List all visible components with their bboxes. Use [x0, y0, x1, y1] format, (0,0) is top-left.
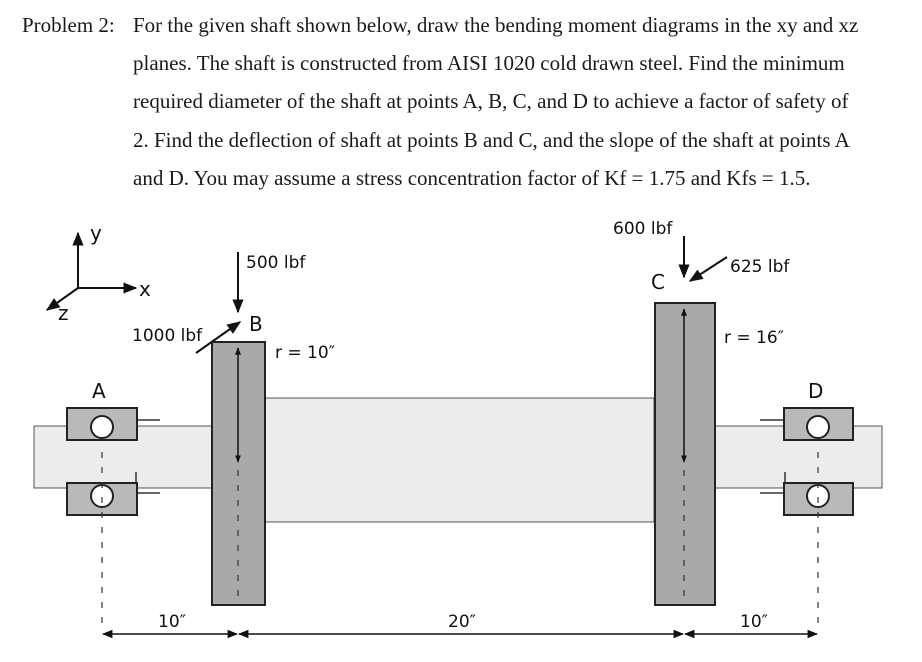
load-c-vertical-label: 600 lbf: [613, 219, 673, 239]
load-c-axial-arrow: [690, 257, 727, 281]
load-c-axial-label: 625 lbf: [730, 257, 790, 277]
gear-c-body: [655, 303, 715, 605]
problem-line-2: planes. The shaft is constructed from AISI 1020 cold drawn steel. Find the minimum: [133, 51, 845, 75]
bearing-a-bottom-ball: [91, 485, 113, 507]
shaft-large-section: [262, 398, 654, 522]
load-b-axial-label: 1000 lbf: [132, 326, 203, 346]
bearing-a-top-ball: [91, 416, 113, 438]
point-b-label: B: [249, 312, 263, 336]
radius-c-label: r = 16″: [724, 328, 785, 348]
dimension-cd-label: 10″: [740, 612, 768, 632]
shaft: [34, 398, 882, 522]
gear-c: [655, 303, 715, 605]
radius-b-label: r = 10″: [275, 343, 336, 363]
problem-line-4: 2. Find the deflection of shaft at points B and C, and the slope of the shaft at points A: [133, 128, 850, 152]
load-b-vertical-label: 500 lbf: [246, 253, 306, 273]
bearing-d-top-ball: [807, 416, 829, 438]
problem-line-1: For the given shaft shown below, draw the bending moment diagrams in the xy and xz: [133, 13, 859, 37]
point-d-label: D: [808, 379, 824, 403]
gear-b: [212, 342, 265, 605]
problem-label: Problem 2:: [22, 13, 115, 37]
x-axis-label: x: [139, 277, 151, 301]
problem-line-3: required diameter of the shaft at points A, B, C, and D to achieve a factor of safety of: [133, 89, 849, 113]
dimension-bc-label: 20″: [448, 612, 476, 632]
dimension-ab-label: 10″: [158, 612, 186, 632]
point-a-label: A: [92, 379, 106, 403]
coordinate-axes: [47, 221, 151, 325]
dimension-line: [103, 612, 817, 634]
y-axis-label: y: [90, 221, 102, 245]
problem-line-5: and D. You may assume a stress concentration factor of Kf = 1.75 and Kfs = 1.5.: [133, 166, 811, 190]
z-axis-label: z: [58, 301, 69, 325]
bearing-d-bottom-ball: [807, 485, 829, 507]
point-c-label: C: [651, 270, 665, 294]
